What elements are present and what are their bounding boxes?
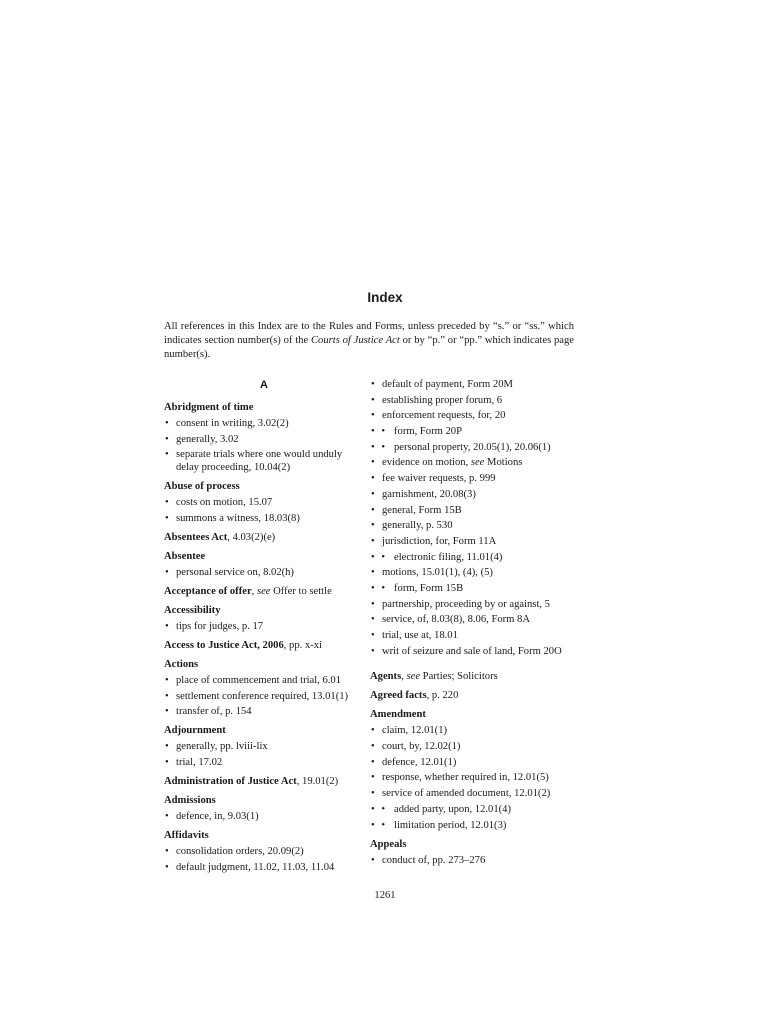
index-item [370,645,570,658]
bullet-icon: • [165,757,169,769]
index-heading [164,585,364,598]
index-heading-term: Appeals [370,838,407,850]
index-item-text: service of amended document, 12.01(2) [382,788,551,800]
index-item [164,433,364,446]
bullet-icon: • [371,504,375,516]
bullet-icon: • [165,675,169,687]
index-item-text: tips for judges, p. 17 [176,621,264,633]
bullet-icon: • [371,756,375,768]
index-item-text: jurisdiction, for, Form 11A [382,535,497,547]
bullet-icon: • • [371,441,388,453]
index-item-text: trial, 17.02 [176,757,223,769]
index-entry [164,794,364,823]
index-item-text: writ of seizure and sale of land, Form 20O [382,645,562,657]
index-entry [164,401,364,474]
index-item-text: place of commencement and trial, 6.01 [176,675,342,687]
index-heading-term: Absentee [164,551,206,563]
index-item-text: claim, 12.01(1) [382,725,448,737]
index-item-text: default judgment, 11.02, 11.03, 11.04 [176,861,335,873]
index-heading [370,689,570,702]
index-item-text: Motions [484,457,523,469]
index-heading [164,658,364,671]
index-heading-term: Absentees Act [164,532,228,544]
index-entry [164,480,364,525]
index-entry [164,585,364,598]
index-item-text: separate trials where one would unduly delay proceeding, 10.04(2) [176,449,343,474]
bullet-icon: • [371,457,375,469]
index-heading [164,401,364,414]
bullet-icon: • [371,741,375,753]
index-item-text: trial, use at, 18.01 [382,630,458,641]
index-heading [164,794,364,807]
index-heading-term: Agreed facts [370,690,427,702]
index-item [164,690,364,703]
index-item [164,417,364,430]
index-heading-term: Abridgment of time [164,402,254,413]
index-heading-crossref: Parties; Solicitors [420,671,498,683]
bullet-icon: • [371,614,375,626]
index-item [370,535,570,548]
index-heading [164,604,364,617]
index-heading-ref: , [401,671,407,683]
intro-italic-act: Courts of Justice Act [310,335,400,346]
index-heading-ref: , p. 220 [426,690,459,702]
index-heading [370,838,570,851]
index-entry [164,775,364,788]
bullet-icon: • • [371,819,388,831]
index-heading [164,531,364,544]
bullet-icon: • [371,725,375,737]
index-item-text: defence, 12.01(1) [382,756,457,768]
index-item [164,448,364,474]
index-heading-term: Affidavits [164,830,209,842]
index-item [370,378,570,391]
index-heading [370,708,570,721]
index-item [164,740,364,753]
index-entry [164,639,364,652]
index-heading [164,480,364,493]
index-subitem [370,819,570,832]
index-heading-term: Admissions [164,795,216,807]
bullet-icon: • • [371,803,388,815]
bullet-icon: • [165,846,169,858]
intro-text-2: or by “p.” or “pp.” which indicates page number(s). [164,335,574,360]
index-subitem [370,425,570,438]
index-item-text: costs on motion, 15.07 [176,497,273,509]
index-heading [370,670,570,683]
index-item-text: limitation period, 12.01(3) [394,819,507,831]
index-item [164,512,364,525]
bullet-icon: • [165,567,169,579]
index-item-text: defence, in, 9.03(1) [176,811,259,823]
index-item [164,620,364,633]
bullet-icon: • [165,621,169,633]
index-item-text: partnership, proceeding by or against, 5 [382,598,550,610]
index-item [164,705,364,718]
index-heading-term: Acceptance of offer [164,586,252,598]
index-entry [164,604,364,633]
index-item [370,488,570,501]
index-item [164,496,364,509]
index-item-text: evidence on motion, [382,457,471,469]
index-item-text: fee waiver requests, p. 999 [382,473,496,485]
index-heading-term: Abuse of process [164,481,240,493]
index-entry [164,531,364,544]
index-entry [164,658,364,718]
page-title: Index [367,290,403,305]
index-item-italic: see [470,457,485,469]
index-item-text: consolidation orders, 20.09(2) [176,846,304,858]
index-subitem [370,803,570,816]
bullet-icon: • [165,861,169,873]
bullet-icon: • [371,379,375,390]
index-item-text: conduct of, pp. 273–276 [382,854,486,866]
index-heading-ref: , pp. x-xi [283,640,323,652]
index-heading-term: Agents [370,671,402,683]
index-item-text: generally, pp. lviii-lix [176,741,268,753]
index-item [370,394,570,407]
bullet-icon: • [165,513,169,525]
index-heading [164,775,364,788]
index-item-text: generally, p. 530 [382,520,453,532]
bullet-icon: • [165,741,169,753]
index-entry [370,670,570,683]
index-heading-crossref: Offer to settle [270,586,332,598]
bullet-icon: • [371,473,375,485]
bullet-icon: • [371,394,375,406]
index-heading-term: Accessibility [164,605,221,617]
index-entry [370,708,570,831]
index-item [370,472,570,485]
index-entry [164,550,364,579]
section-letter: A [260,379,268,391]
index-item-text: form, Form 15B [394,582,464,594]
bullet-icon: • • [371,426,388,438]
bullet-icon: • [371,854,375,866]
index-entry [370,689,570,702]
index-item [164,810,364,823]
bullet-icon: • • [371,582,388,594]
bullet-icon: • [371,645,375,657]
bullet-icon: • [371,788,375,800]
index-item-text: enforcement requests, for, 20 [382,410,506,422]
index-item [370,504,570,517]
index-item [370,740,570,753]
index-item [370,787,570,800]
index-item-text: personal service on, 8.02(h) [176,567,294,579]
index-item-text: personal property, 20.05(1), 20.06(1) [394,441,551,453]
bullet-icon: • [371,598,375,610]
index-heading-term: Adjournment [164,725,226,737]
bullet-icon: • [371,520,375,532]
bullet-icon: • [165,811,169,823]
index-right-column [370,378,570,869]
index-heading [164,639,364,652]
bullet-icon: • [165,433,169,445]
index-item-text: summons a witness, 18.03(8) [176,513,300,525]
page-number: 1261 [374,890,396,901]
index-heading-see: see [256,586,271,598]
index-subitem [370,441,570,454]
index-entry [370,838,570,867]
index-item-text: generally, 3.02 [176,433,239,445]
index-item-text: motions, 15.01(1), (4), (5) [382,567,493,579]
index-heading-term: Access to Justice Act, 2006 [164,640,284,652]
bullet-icon: • [371,567,375,579]
bullet-icon: • [165,690,169,702]
intro-paragraph [164,320,574,362]
index-item [370,756,570,769]
index-item-text: default of payment, Form 20M [382,379,513,390]
index-subitem [370,551,570,564]
index-item [370,409,570,422]
bullet-icon: • [371,410,375,422]
index-item-text: service, of, 8.03(8), 8.06, Form 8A [382,614,530,626]
index-item [370,566,570,579]
index-item [370,456,570,469]
bullet-icon: • [165,497,169,509]
index-heading-see: see [406,671,421,683]
index-item [370,854,570,867]
index-item [370,771,570,784]
index-heading-ref: , [251,586,257,598]
index-heading-ref: , 19.01(2) [296,776,339,788]
index-entry [164,829,364,874]
index-item [164,845,364,858]
bullet-icon: • [165,418,169,429]
bullet-icon: • [165,449,169,461]
index-item-text: garnishment, 20.08(3) [382,488,476,500]
bullet-icon: • [165,706,169,718]
index-item-text: transfer of, p. 154 [176,706,252,718]
index-item [370,598,570,611]
index-item [164,861,364,874]
index-item [370,613,570,626]
bullet-icon: • [371,630,375,641]
index-item [370,629,570,642]
index-heading-term: Actions [164,659,199,671]
index-item [164,674,364,687]
index-left-column [164,378,364,877]
index-item-text: electronic filing, 11.01(4) [394,551,503,563]
bullet-icon: • [371,488,375,500]
index-item-text: court, by, 12.02(1) [382,741,461,753]
index-heading-ref: , 4.03(2)(e) [227,532,276,544]
index-item [164,566,364,579]
index-item-text: added party, upon, 12.01(4) [394,803,511,815]
index-heading-term: Administration of Justice Act [164,776,297,788]
index-item-text: consent in writing, 3.02(2) [176,418,289,429]
index-heading [164,724,364,737]
index-item-text: response, whether required in, 12.01(5) [382,772,549,784]
bullet-icon: • [371,535,375,547]
index-heading [164,829,364,842]
index-item-text: form, Form 20P [394,426,462,438]
index-item-text: general, Form 15B [382,504,462,516]
index-heading-term: Amendment [370,709,426,721]
bullet-icon: • • [371,551,388,563]
index-item-text: establishing proper forum, 6 [382,394,503,406]
intro-text-1: All references in this Index are to the Rules and Forms, unless preceded by “s.” or “ss.” which indicates section number(s) of the [164,321,574,346]
index-heading [164,550,364,563]
index-item [164,756,364,769]
spacer [370,660,570,664]
index-entry [164,724,364,769]
bullet-icon: • [371,772,375,784]
index-item [370,724,570,737]
index-item [370,519,570,532]
index-subitem [370,582,570,595]
index-item-text: settlement conference required, 13.01(1) [176,690,349,702]
